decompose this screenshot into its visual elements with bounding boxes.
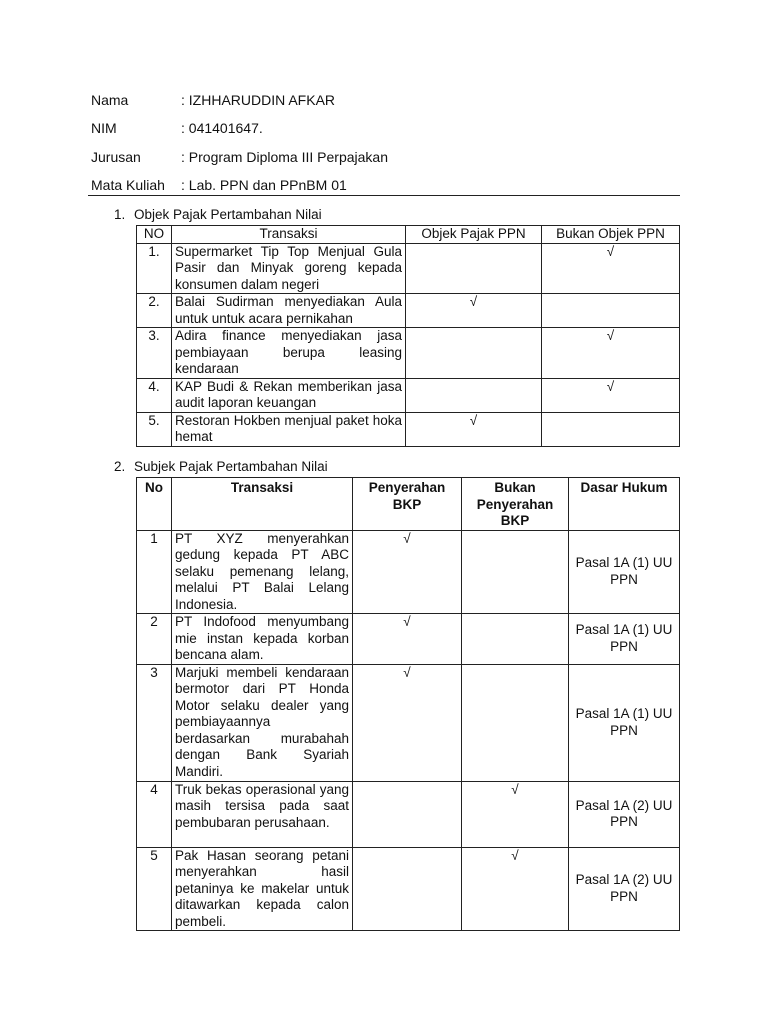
nama-label: Nama: [91, 92, 129, 108]
table-row: [137, 614, 680, 665]
table-row: [137, 378, 680, 412]
check-mark: √: [542, 378, 680, 412]
row-no: 5.: [137, 412, 172, 446]
row-no: 2.: [137, 294, 172, 328]
table-header-row: [137, 226, 680, 244]
check-mark: [353, 847, 462, 931]
row-transaksi: Adira finance menyediakan jasa pembiayaan berupa leasing kendaraan: [172, 328, 406, 379]
col-header-dasar-hukum: Dasar Hukum: [569, 478, 680, 531]
check-mark: [353, 781, 462, 847]
section2-number: 2.: [114, 459, 126, 474]
row-transaksi: Truk bekas operasional yang masih tersisa pada saat pembubaran perusahaan.: [172, 781, 353, 847]
objek-pajak-table: [136, 225, 680, 447]
jurusan-label: Jurusan: [91, 149, 141, 165]
col-header-transaksi: Transaksi: [172, 226, 406, 244]
subjek-pajak-table: [136, 477, 680, 931]
check-mark: √: [542, 243, 680, 294]
table-header-row: [137, 478, 680, 531]
row-no: 3: [137, 664, 172, 781]
row-dasar-hukum: Pasal 1A (1) UU PPN: [569, 614, 680, 665]
check-mark: [542, 294, 680, 328]
row-no: 1: [137, 530, 172, 614]
row-transaksi: Marjuki membeli kendaraan bermotor dari PT Honda Motor selaku dealer yang pembiayaannya berdasarkan murabahah dengan Bank Syariah Mandiri.: [172, 664, 353, 781]
check-mark: [542, 412, 680, 446]
row-dasar-hukum: Pasal 1A (1) UU PPN: [569, 664, 680, 781]
nim-row: [91, 119, 263, 137]
col-header-bukan-penyerahan-bkp: Bukan Penyerahan BKP: [462, 478, 569, 531]
col-header-no: NO: [137, 226, 172, 244]
row-no: 1.: [137, 243, 172, 294]
table-row: [137, 781, 680, 847]
check-mark: √: [542, 328, 680, 379]
check-mark: √: [353, 530, 462, 614]
matkul-row: [91, 176, 347, 194]
row-dasar-hukum: Pasal 1A (2) UU PPN: [569, 847, 680, 931]
check-mark: [406, 328, 542, 379]
check-mark: √: [353, 664, 462, 781]
nama-value: : IZHHARUDDIN AFKAR: [181, 92, 336, 108]
row-no: 2: [137, 614, 172, 665]
col-header-no: No: [137, 478, 172, 531]
row-no: 5: [137, 847, 172, 931]
section2-title: [114, 459, 328, 475]
header-divider: [88, 195, 680, 196]
check-mark: [406, 378, 542, 412]
jurusan-row: [91, 148, 388, 166]
row-no: 4: [137, 781, 172, 847]
row-dasar-hukum: Pasal 1A (2) UU PPN: [569, 781, 680, 847]
row-transaksi: Balai Sudirman menyediakan Aula untuk untuk acara pernikahan: [172, 294, 406, 328]
nama-row: [91, 91, 335, 109]
row-transaksi: Pak Hasan seorang petani menyerahkan hasil petaninya ke makelar untuk ditawarkan kepada calon pembeli.: [172, 847, 353, 931]
section1-title-text: Objek Pajak Pertambahan Nilai: [134, 207, 322, 222]
section2-title-text: Subjek Pajak Pertambahan Nilai: [134, 459, 328, 474]
row-transaksi: PT Indofood menyumbang mie instan kepada korban bencana alam.: [172, 614, 353, 665]
check-mark: √: [462, 847, 569, 931]
check-mark: [406, 243, 542, 294]
col-header-penyerahan-bkp: Penyerahan BKP: [353, 478, 462, 531]
col-header-objek-ppn: Objek Pajak PPN: [406, 226, 542, 244]
table-row: [137, 328, 680, 379]
section1-number: 1.: [114, 207, 126, 222]
jurusan-value: : Program Diploma III Perpajakan: [181, 149, 388, 165]
table-row: [137, 664, 680, 781]
col-header-bukan-objek-ppn: Bukan Objek PPN: [542, 226, 680, 244]
check-mark: √: [353, 614, 462, 665]
nim-label: NIM: [91, 120, 117, 136]
row-transaksi: Supermarket Tip Top Menjual Gula Pasir dan Minyak goreng kepada konsumen dalam negeri: [172, 243, 406, 294]
col-header-transaksi: Transaksi: [172, 478, 353, 531]
table-row: [137, 243, 680, 294]
table-row: [137, 294, 680, 328]
table-row: [137, 847, 680, 931]
table-row: [137, 412, 680, 446]
check-mark: [462, 614, 569, 665]
row-transaksi: Restoran Hokben menjual paket hoka hemat: [172, 412, 406, 446]
check-mark: [462, 530, 569, 614]
row-dasar-hukum: Pasal 1A (1) UU PPN: [569, 530, 680, 614]
row-transaksi: PT XYZ menyerahkan gedung kepada PT ABC selaku pemenang lelang, melalui PT Balai Lelang Indonesia.: [172, 530, 353, 614]
row-transaksi: KAP Budi & Rekan memberikan jasa audit laporan keuangan: [172, 378, 406, 412]
matkul-label: Mata Kuliah: [91, 177, 165, 193]
table-row: [137, 530, 680, 614]
row-no: 4.: [137, 378, 172, 412]
matkul-value: : Lab. PPN dan PPnBM 01: [181, 177, 347, 193]
check-mark: √: [406, 412, 542, 446]
check-mark: √: [462, 781, 569, 847]
section1-title: [114, 207, 322, 223]
row-no: 3.: [137, 328, 172, 379]
check-mark: [462, 664, 569, 781]
nim-value: : 041401647.: [181, 120, 263, 136]
check-mark: √: [406, 294, 542, 328]
